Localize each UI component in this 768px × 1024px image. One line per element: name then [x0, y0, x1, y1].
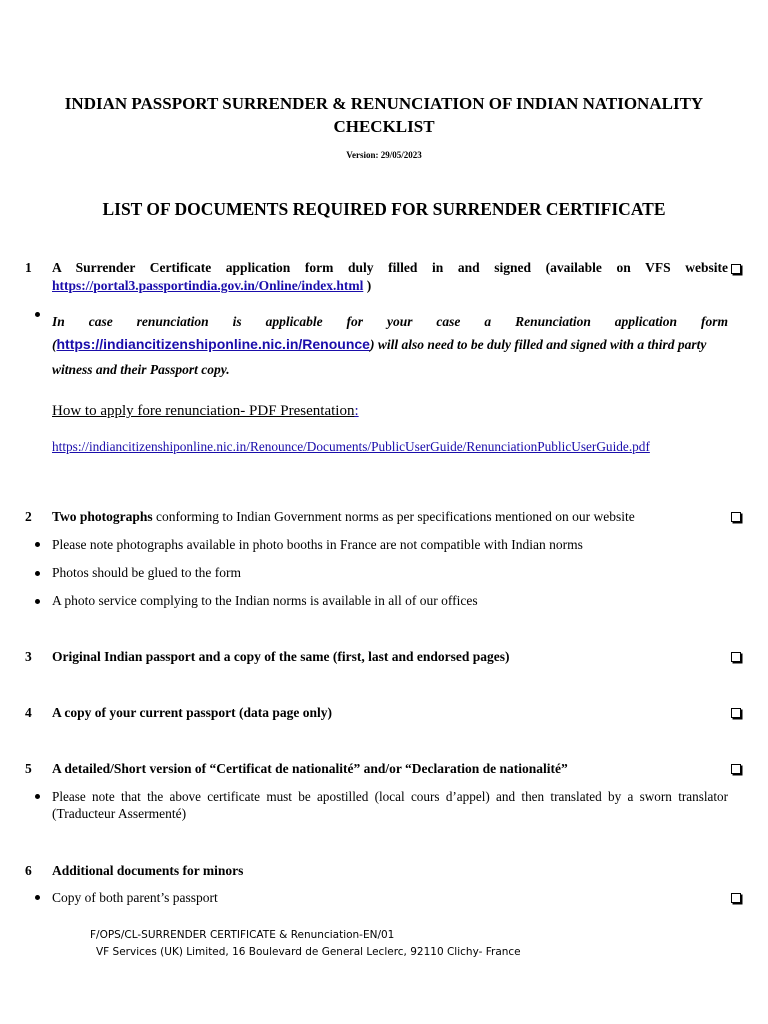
renunciation-note-line-2 — [52, 336, 706, 353]
item-4-checkbox[interactable] — [731, 708, 741, 718]
item-1-checkbox[interactable] — [731, 264, 741, 274]
item-5-bullet-line-1: Please note that the above certificate must be apostilled (local cours d’appel) and then translated by a sworn translator — [52, 789, 728, 804]
item-1-link-line — [52, 278, 371, 294]
item-5-number: 5 — [25, 761, 32, 776]
item-4-text: A copy of your current passport (data page only) — [52, 705, 333, 720]
bullet-icon — [35, 312, 40, 317]
item-6-number: 6 — [25, 863, 32, 878]
item-2-bullet-2: Photos should be glued to the form — [52, 565, 241, 580]
howto-colon: : — [354, 403, 359, 419]
section-title: LIST OF DOCUMENTS REQUIRED FOR SURRENDER CERTIFICATE — [102, 199, 666, 219]
item-2-bold: Two photographs — [52, 509, 153, 524]
renunciation-note-line-1: In case renunciation is applicable for your case a Renunciation application form — [52, 314, 728, 329]
item-1-number: 1 — [25, 260, 32, 275]
item-6-bullet: Copy of both parent’s passport — [52, 890, 218, 905]
item-2-rest: conforming to Indian Government norms as per specifications mentioned on our website — [152, 509, 635, 524]
renunciation-open-paren: ( — [52, 337, 57, 352]
version-label: Version: 29/05/2023 — [346, 150, 422, 160]
bullet-icon — [35, 599, 40, 604]
footer-doc-code: F/OPS/CL-SURRENDER CERTIFICATE & Renunciation-EN/01 — [90, 929, 395, 941]
item-2-text — [52, 509, 635, 525]
item-2-checkbox[interactable] — [731, 512, 741, 522]
item-3-number: 3 — [25, 649, 32, 664]
item-3-text: Original Indian passport and a copy of the same (first, last and endorsed pages) — [52, 649, 510, 664]
item-5-bullet-line-2: (Traducteur Assermenté) — [52, 806, 187, 821]
bullet-icon — [35, 794, 40, 799]
item-6-checkbox[interactable] — [731, 893, 741, 903]
item-4-number: 4 — [25, 705, 32, 720]
howto-label: How to apply fore renunciation- PDF Presentation — [52, 403, 355, 419]
bullet-icon — [35, 571, 40, 576]
bullet-icon — [35, 542, 40, 547]
footer-address: VF Services (UK) Limited, 16 Boulevard de General Leclerc, 92110 Clichy- France — [96, 946, 521, 958]
renunciation-guide-link[interactable]: https://indiancitizenshiponline.nic.in/Renounce/Documents/PublicUserGuide/RenunciationPublicUserGuide.pdf — [52, 439, 650, 454]
passportindia-link[interactable]: https://portal3.passportindia.gov.in/Online/index.html — [52, 278, 364, 293]
item-1-text: A Surrender Certificate application form duly filled in and signed (available on VFS website — [52, 260, 728, 275]
item-5-text: A detailed/Short version of “Certificat de nationalité” and/or “Declaration de nationalité” — [52, 761, 568, 776]
renunciation-note-line-3: witness and their Passport copy. — [52, 362, 230, 377]
item-2-number: 2 — [25, 509, 32, 524]
item-6-text: Additional documents for minors — [52, 863, 244, 878]
item-3-checkbox[interactable] — [731, 652, 741, 662]
bullet-icon — [35, 895, 40, 900]
howto-heading — [52, 403, 359, 420]
renounce-link[interactable]: https://indiancitizenshiponline.nic.in/Renounce — [56, 336, 370, 352]
renunciation-note-text: ) will also need to be duly filled and signed with a third party — [369, 337, 707, 352]
item-1-link-suffix: ) — [363, 278, 372, 293]
item-5-checkbox[interactable] — [731, 764, 741, 774]
page-title: INDIAN PASSPORT SURRENDER & RENUNCIATION OF INDIAN NATIONALITY CHECKLIST — [64, 94, 704, 136]
item-2-bullet-3: A photo service complying to the Indian norms is available in all of our offices — [52, 593, 478, 608]
item-2-bullet-1: Please note photographs available in photo booths in France are not compatible with Indian norms — [52, 537, 583, 552]
